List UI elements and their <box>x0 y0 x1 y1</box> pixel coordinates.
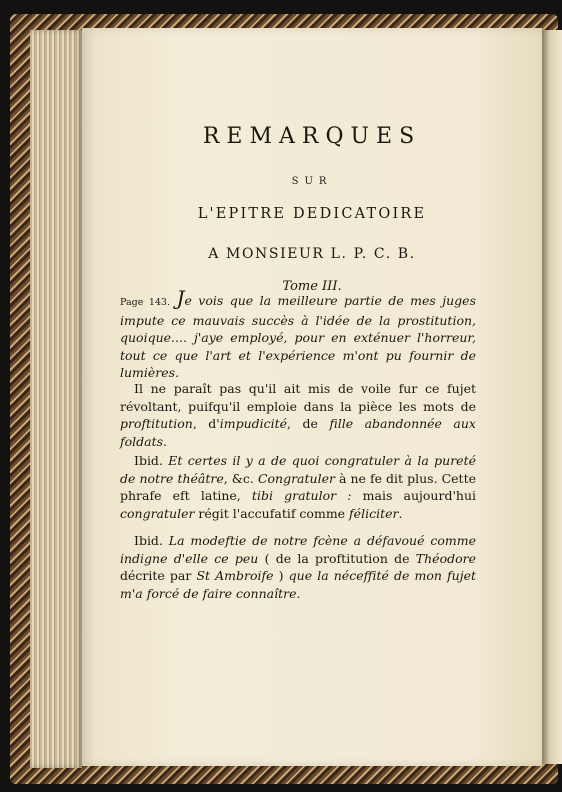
title-connector: SUR <box>291 176 333 187</box>
italic-term: fille abandonnée aux foldats <box>120 416 476 449</box>
text-run: ) <box>273 568 289 584</box>
paragraph-ibid-1 <box>120 452 476 522</box>
text-run: , d' <box>192 416 220 432</box>
italic-term: congratuler <box>120 505 195 521</box>
page-edges <box>30 30 82 768</box>
volume-label: Tome III. <box>282 279 342 294</box>
italic-term: proftitution <box>120 416 193 432</box>
italic-term: Théodore <box>415 550 476 566</box>
drop-cap: J <box>176 286 185 310</box>
text-run: Ibid. <box>134 453 169 468</box>
paragraph-text <box>120 452 476 522</box>
italic-term: St Ambroife <box>196 568 274 584</box>
paragraph-commentary-1 <box>120 380 476 450</box>
text-run: , &c. <box>223 470 258 486</box>
italic-term: féliciter <box>349 505 399 521</box>
text-run: . <box>398 505 403 521</box>
text-run: régit l'accufatif comme <box>194 505 350 521</box>
text-run: à ne fe dit plus. Cette phrafe eft latine, <box>120 470 476 504</box>
text-run: mais aujourd'hui <box>351 488 476 504</box>
paragraph-text <box>120 532 476 602</box>
quotation-text: e vois que la meilleure partie de mes juges impute ce mauvais succès à l'idée de la prostitution, quoique.... j'aye employé, pour en exténuer l'horreur, tout ce que l'art et l'expérience m'ont pu fournir de lumières. <box>120 293 476 381</box>
italic-term: impudicité <box>219 416 288 432</box>
italic-term: Congratuler <box>257 470 335 486</box>
text-run: Ibid. <box>134 533 169 548</box>
text-run: , de <box>287 416 330 432</box>
text-run: Il ne paraît pas qu'il ait mis de voile fur ce fujet révoltant, puifqu'il emploie dans la pièce les mots de <box>120 381 476 414</box>
text-run: . <box>163 433 168 449</box>
quotation-text: que la néceffité de mon fujet m'a forcé de faire connaître. <box>120 568 476 601</box>
addressee-line: A MONSIEUR L. P. C. B. <box>208 246 416 262</box>
paragraph-text <box>120 380 476 450</box>
text-run: ( de la proftitution de <box>258 550 416 566</box>
page-reference: Page 143. <box>120 297 170 308</box>
quotation-text: Et certes il y a de quoi congratuler à la pureté de notre théâtre <box>120 453 476 486</box>
paragraph-ibid-2 <box>120 532 476 602</box>
facing-page-edge <box>542 30 562 764</box>
text-run: décrite par <box>120 568 197 584</box>
quotation-text: La modeftie de notre fcène a défavoué comme indigne d'elle ce peu <box>120 533 476 566</box>
italic-term: tibi gratulor : <box>251 488 352 504</box>
page-title: REMARQUES <box>202 124 422 149</box>
page-subtitle: L'EPITRE DEDICATOIRE <box>197 206 427 222</box>
